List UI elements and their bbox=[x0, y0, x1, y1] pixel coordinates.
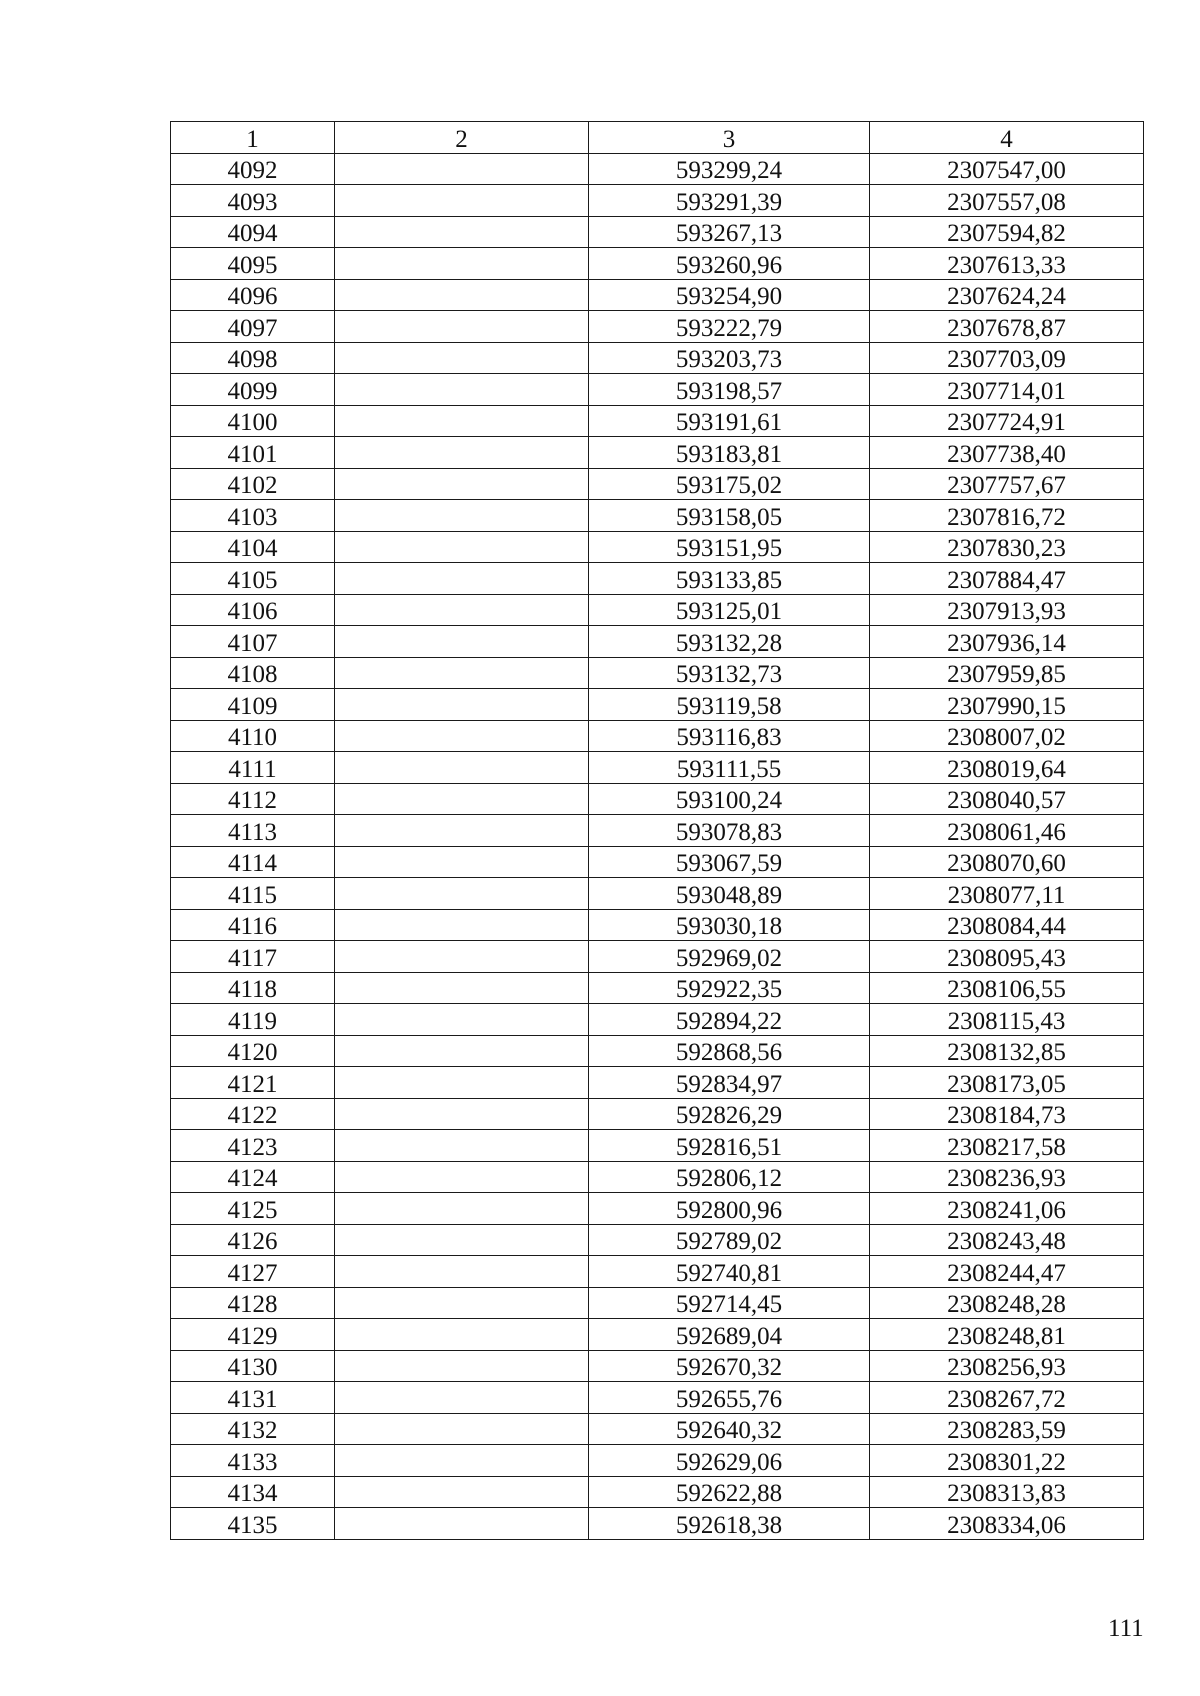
column-header-2: 2 bbox=[335, 122, 589, 154]
y-coordinate-cell: 2308248,28 bbox=[870, 1287, 1144, 1319]
table-row bbox=[171, 1161, 1144, 1193]
y-coordinate-cell: 2307959,85 bbox=[870, 657, 1144, 689]
column-2-cell bbox=[335, 626, 589, 658]
y-coordinate-cell: 2307557,08 bbox=[870, 185, 1144, 217]
x-coordinate-cell: 593078,83 bbox=[589, 815, 870, 847]
column-2-cell bbox=[335, 909, 589, 941]
y-coordinate-cell: 2308061,46 bbox=[870, 815, 1144, 847]
point-number-cell: 4126 bbox=[171, 1224, 335, 1256]
table-row bbox=[171, 626, 1144, 658]
y-coordinate-cell: 2307613,33 bbox=[870, 248, 1144, 280]
x-coordinate-cell: 592740,81 bbox=[589, 1256, 870, 1288]
column-2-cell bbox=[335, 815, 589, 847]
column-2-cell bbox=[335, 1413, 589, 1445]
table-row bbox=[171, 185, 1144, 217]
x-coordinate-cell: 592655,76 bbox=[589, 1382, 870, 1414]
point-number-cell: 4115 bbox=[171, 878, 335, 910]
x-coordinate-cell: 592618,38 bbox=[589, 1508, 870, 1540]
page-number: 111 bbox=[1108, 1615, 1144, 1642]
coordinates-table bbox=[170, 121, 1144, 1540]
column-2-cell bbox=[335, 1130, 589, 1162]
x-coordinate-cell: 592969,02 bbox=[589, 941, 870, 973]
table-row bbox=[171, 594, 1144, 626]
x-coordinate-cell: 592800,96 bbox=[589, 1193, 870, 1225]
point-number-cell: 4133 bbox=[171, 1445, 335, 1477]
point-number-cell: 4106 bbox=[171, 594, 335, 626]
point-number-cell: 4103 bbox=[171, 500, 335, 532]
table-row bbox=[171, 878, 1144, 910]
x-coordinate-cell: 593203,73 bbox=[589, 342, 870, 374]
point-number-cell: 4098 bbox=[171, 342, 335, 374]
point-number-cell: 4120 bbox=[171, 1035, 335, 1067]
table-row bbox=[171, 279, 1144, 311]
column-2-cell bbox=[335, 1224, 589, 1256]
y-coordinate-cell: 2308106,55 bbox=[870, 972, 1144, 1004]
table-row bbox=[171, 311, 1144, 343]
table-row bbox=[171, 374, 1144, 406]
table-row bbox=[171, 153, 1144, 185]
column-2-cell bbox=[335, 1287, 589, 1319]
point-number-cell: 4093 bbox=[171, 185, 335, 217]
point-number-cell: 4116 bbox=[171, 909, 335, 941]
column-2-cell bbox=[335, 153, 589, 185]
point-number-cell: 4122 bbox=[171, 1098, 335, 1130]
y-coordinate-cell: 2308241,06 bbox=[870, 1193, 1144, 1225]
y-coordinate-cell: 2308095,43 bbox=[870, 941, 1144, 973]
x-coordinate-cell: 592894,22 bbox=[589, 1004, 870, 1036]
y-coordinate-cell: 2308115,43 bbox=[870, 1004, 1144, 1036]
x-coordinate-cell: 592789,02 bbox=[589, 1224, 870, 1256]
y-coordinate-cell: 2307678,87 bbox=[870, 311, 1144, 343]
y-coordinate-cell: 2307936,14 bbox=[870, 626, 1144, 658]
x-coordinate-cell: 592868,56 bbox=[589, 1035, 870, 1067]
header-row bbox=[171, 122, 1144, 154]
y-coordinate-cell: 2308248,81 bbox=[870, 1319, 1144, 1351]
x-coordinate-cell: 593254,90 bbox=[589, 279, 870, 311]
y-coordinate-cell: 2308217,58 bbox=[870, 1130, 1144, 1162]
point-number-cell: 4135 bbox=[171, 1508, 335, 1540]
column-2-cell bbox=[335, 405, 589, 437]
y-coordinate-cell: 2308283,59 bbox=[870, 1413, 1144, 1445]
x-coordinate-cell: 593132,28 bbox=[589, 626, 870, 658]
point-number-cell: 4101 bbox=[171, 437, 335, 469]
point-number-cell: 4125 bbox=[171, 1193, 335, 1225]
column-2-cell bbox=[335, 1193, 589, 1225]
table-row bbox=[171, 909, 1144, 941]
column-2-cell bbox=[335, 374, 589, 406]
point-number-cell: 4128 bbox=[171, 1287, 335, 1319]
column-2-cell bbox=[335, 846, 589, 878]
column-2-cell bbox=[335, 1476, 589, 1508]
table-row bbox=[171, 1382, 1144, 1414]
x-coordinate-cell: 593191,61 bbox=[589, 405, 870, 437]
column-2-cell bbox=[335, 248, 589, 280]
table-row bbox=[171, 783, 1144, 815]
table-row bbox=[171, 1508, 1144, 1540]
y-coordinate-cell: 2308301,22 bbox=[870, 1445, 1144, 1477]
column-2-cell bbox=[335, 594, 589, 626]
point-number-cell: 4100 bbox=[171, 405, 335, 437]
y-coordinate-cell: 2307703,09 bbox=[870, 342, 1144, 374]
table-row bbox=[171, 1287, 1144, 1319]
column-2-cell bbox=[335, 563, 589, 595]
y-coordinate-cell: 2307913,93 bbox=[870, 594, 1144, 626]
column-2-cell bbox=[335, 1445, 589, 1477]
x-coordinate-cell: 592670,32 bbox=[589, 1350, 870, 1382]
point-number-cell: 4108 bbox=[171, 657, 335, 689]
point-number-cell: 4110 bbox=[171, 720, 335, 752]
y-coordinate-cell: 2308084,44 bbox=[870, 909, 1144, 941]
x-coordinate-cell: 593198,57 bbox=[589, 374, 870, 406]
x-coordinate-cell: 592622,88 bbox=[589, 1476, 870, 1508]
y-coordinate-cell: 2307990,15 bbox=[870, 689, 1144, 721]
x-coordinate-cell: 592629,06 bbox=[589, 1445, 870, 1477]
y-coordinate-cell: 2308132,85 bbox=[870, 1035, 1144, 1067]
table-row bbox=[171, 689, 1144, 721]
point-number-cell: 4096 bbox=[171, 279, 335, 311]
table-row bbox=[171, 657, 1144, 689]
point-number-cell: 4121 bbox=[171, 1067, 335, 1099]
point-number-cell: 4132 bbox=[171, 1413, 335, 1445]
y-coordinate-cell: 2308019,64 bbox=[870, 752, 1144, 784]
point-number-cell: 4102 bbox=[171, 468, 335, 500]
column-2-cell bbox=[335, 279, 589, 311]
point-number-cell: 4131 bbox=[171, 1382, 335, 1414]
point-number-cell: 4129 bbox=[171, 1319, 335, 1351]
y-coordinate-cell: 2307884,47 bbox=[870, 563, 1144, 595]
y-coordinate-cell: 2308184,73 bbox=[870, 1098, 1144, 1130]
y-coordinate-cell: 2307724,91 bbox=[870, 405, 1144, 437]
x-coordinate-cell: 592816,51 bbox=[589, 1130, 870, 1162]
y-coordinate-cell: 2307816,72 bbox=[870, 500, 1144, 532]
table-row bbox=[171, 248, 1144, 280]
y-coordinate-cell: 2308173,05 bbox=[870, 1067, 1144, 1099]
x-coordinate-cell: 593158,05 bbox=[589, 500, 870, 532]
column-2-cell bbox=[335, 1256, 589, 1288]
column-2-cell bbox=[335, 878, 589, 910]
table-row bbox=[171, 1224, 1144, 1256]
table-body bbox=[171, 153, 1144, 1539]
table-row bbox=[171, 815, 1144, 847]
x-coordinate-cell: 593175,02 bbox=[589, 468, 870, 500]
point-number-cell: 4104 bbox=[171, 531, 335, 563]
table-row bbox=[171, 216, 1144, 248]
column-2-cell bbox=[335, 311, 589, 343]
column-2-cell bbox=[335, 185, 589, 217]
table-row bbox=[171, 941, 1144, 973]
point-number-cell: 4119 bbox=[171, 1004, 335, 1036]
table-row bbox=[171, 405, 1144, 437]
table-row bbox=[171, 437, 1144, 469]
column-2-cell bbox=[335, 972, 589, 1004]
point-number-cell: 4097 bbox=[171, 311, 335, 343]
column-header-4: 4 bbox=[870, 122, 1144, 154]
point-number-cell: 4117 bbox=[171, 941, 335, 973]
x-coordinate-cell: 593111,55 bbox=[589, 752, 870, 784]
y-coordinate-cell: 2308070,60 bbox=[870, 846, 1144, 878]
y-coordinate-cell: 2307624,24 bbox=[870, 279, 1144, 311]
x-coordinate-cell: 593291,39 bbox=[589, 185, 870, 217]
table-row bbox=[171, 752, 1144, 784]
x-coordinate-cell: 593222,79 bbox=[589, 311, 870, 343]
point-number-cell: 4118 bbox=[171, 972, 335, 1004]
x-coordinate-cell: 593133,85 bbox=[589, 563, 870, 595]
column-2-cell bbox=[335, 437, 589, 469]
y-coordinate-cell: 2308334,06 bbox=[870, 1508, 1144, 1540]
table-row bbox=[171, 1445, 1144, 1477]
x-coordinate-cell: 592689,04 bbox=[589, 1319, 870, 1351]
column-2-cell bbox=[335, 1004, 589, 1036]
column-2-cell bbox=[335, 342, 589, 374]
column-2-cell bbox=[335, 752, 589, 784]
y-coordinate-cell: 2307738,40 bbox=[870, 437, 1144, 469]
column-2-cell bbox=[335, 1350, 589, 1382]
x-coordinate-cell: 593260,96 bbox=[589, 248, 870, 280]
column-2-cell bbox=[335, 689, 589, 721]
table-row bbox=[171, 1035, 1144, 1067]
table-row bbox=[171, 1350, 1144, 1382]
point-number-cell: 4105 bbox=[171, 563, 335, 595]
point-number-cell: 4114 bbox=[171, 846, 335, 878]
x-coordinate-cell: 593151,95 bbox=[589, 531, 870, 563]
point-number-cell: 4124 bbox=[171, 1161, 335, 1193]
y-coordinate-cell: 2308007,02 bbox=[870, 720, 1144, 752]
column-2-cell bbox=[335, 500, 589, 532]
x-coordinate-cell: 593116,83 bbox=[589, 720, 870, 752]
x-coordinate-cell: 593030,18 bbox=[589, 909, 870, 941]
column-2-cell bbox=[335, 216, 589, 248]
y-coordinate-cell: 2308244,47 bbox=[870, 1256, 1144, 1288]
x-coordinate-cell: 593048,89 bbox=[589, 878, 870, 910]
x-coordinate-cell: 593267,13 bbox=[589, 216, 870, 248]
column-2-cell bbox=[335, 720, 589, 752]
point-number-cell: 4130 bbox=[171, 1350, 335, 1382]
table-row bbox=[171, 720, 1144, 752]
table-row bbox=[171, 1067, 1144, 1099]
column-header-3: 3 bbox=[589, 122, 870, 154]
point-number-cell: 4095 bbox=[171, 248, 335, 280]
column-2-cell bbox=[335, 1161, 589, 1193]
column-header-1: 1 bbox=[171, 122, 335, 154]
column-2-cell bbox=[335, 1382, 589, 1414]
table-row bbox=[171, 468, 1144, 500]
point-number-cell: 4094 bbox=[171, 216, 335, 248]
column-2-cell bbox=[335, 657, 589, 689]
point-number-cell: 4109 bbox=[171, 689, 335, 721]
y-coordinate-cell: 2307714,01 bbox=[870, 374, 1144, 406]
x-coordinate-cell: 593299,24 bbox=[589, 153, 870, 185]
column-2-cell bbox=[335, 941, 589, 973]
point-number-cell: 4134 bbox=[171, 1476, 335, 1508]
point-number-cell: 4111 bbox=[171, 752, 335, 784]
x-coordinate-cell: 593119,58 bbox=[589, 689, 870, 721]
y-coordinate-cell: 2308077,11 bbox=[870, 878, 1144, 910]
table-row bbox=[171, 846, 1144, 878]
column-2-cell bbox=[335, 1098, 589, 1130]
x-coordinate-cell: 592834,97 bbox=[589, 1067, 870, 1099]
column-2-cell bbox=[335, 783, 589, 815]
column-2-cell bbox=[335, 531, 589, 563]
x-coordinate-cell: 592714,45 bbox=[589, 1287, 870, 1319]
y-coordinate-cell: 2308313,83 bbox=[870, 1476, 1144, 1508]
point-number-cell: 4113 bbox=[171, 815, 335, 847]
point-number-cell: 4112 bbox=[171, 783, 335, 815]
point-number-cell: 4127 bbox=[171, 1256, 335, 1288]
table-row bbox=[171, 563, 1144, 595]
x-coordinate-cell: 593125,01 bbox=[589, 594, 870, 626]
point-number-cell: 4099 bbox=[171, 374, 335, 406]
x-coordinate-cell: 592640,32 bbox=[589, 1413, 870, 1445]
column-2-cell bbox=[335, 1067, 589, 1099]
y-coordinate-cell: 2308040,57 bbox=[870, 783, 1144, 815]
y-coordinate-cell: 2308243,48 bbox=[870, 1224, 1144, 1256]
x-coordinate-cell: 593183,81 bbox=[589, 437, 870, 469]
point-number-cell: 4092 bbox=[171, 153, 335, 185]
table-row bbox=[171, 1004, 1144, 1036]
table-row bbox=[171, 1193, 1144, 1225]
point-number-cell: 4107 bbox=[171, 626, 335, 658]
table-row bbox=[171, 1476, 1144, 1508]
table-row bbox=[171, 500, 1144, 532]
table-row bbox=[171, 1098, 1144, 1130]
y-coordinate-cell: 2307547,00 bbox=[870, 153, 1144, 185]
x-coordinate-cell: 592922,35 bbox=[589, 972, 870, 1004]
column-2-cell bbox=[335, 1319, 589, 1351]
y-coordinate-cell: 2307594,82 bbox=[870, 216, 1144, 248]
y-coordinate-cell: 2307830,23 bbox=[870, 531, 1144, 563]
table-row bbox=[171, 1130, 1144, 1162]
table-row bbox=[171, 1256, 1144, 1288]
x-coordinate-cell: 592826,29 bbox=[589, 1098, 870, 1130]
column-2-cell bbox=[335, 1508, 589, 1540]
y-coordinate-cell: 2308267,72 bbox=[870, 1382, 1144, 1414]
table-row bbox=[171, 1319, 1144, 1351]
point-number-cell: 4123 bbox=[171, 1130, 335, 1162]
table-row bbox=[171, 531, 1144, 563]
y-coordinate-cell: 2308236,93 bbox=[870, 1161, 1144, 1193]
table-header bbox=[171, 122, 1144, 154]
table-row bbox=[171, 972, 1144, 1004]
x-coordinate-cell: 592806,12 bbox=[589, 1161, 870, 1193]
x-coordinate-cell: 593132,73 bbox=[589, 657, 870, 689]
column-2-cell bbox=[335, 468, 589, 500]
table-row bbox=[171, 342, 1144, 374]
x-coordinate-cell: 593067,59 bbox=[589, 846, 870, 878]
y-coordinate-cell: 2307757,67 bbox=[870, 468, 1144, 500]
column-2-cell bbox=[335, 1035, 589, 1067]
x-coordinate-cell: 593100,24 bbox=[589, 783, 870, 815]
y-coordinate-cell: 2308256,93 bbox=[870, 1350, 1144, 1382]
table-row bbox=[171, 1413, 1144, 1445]
